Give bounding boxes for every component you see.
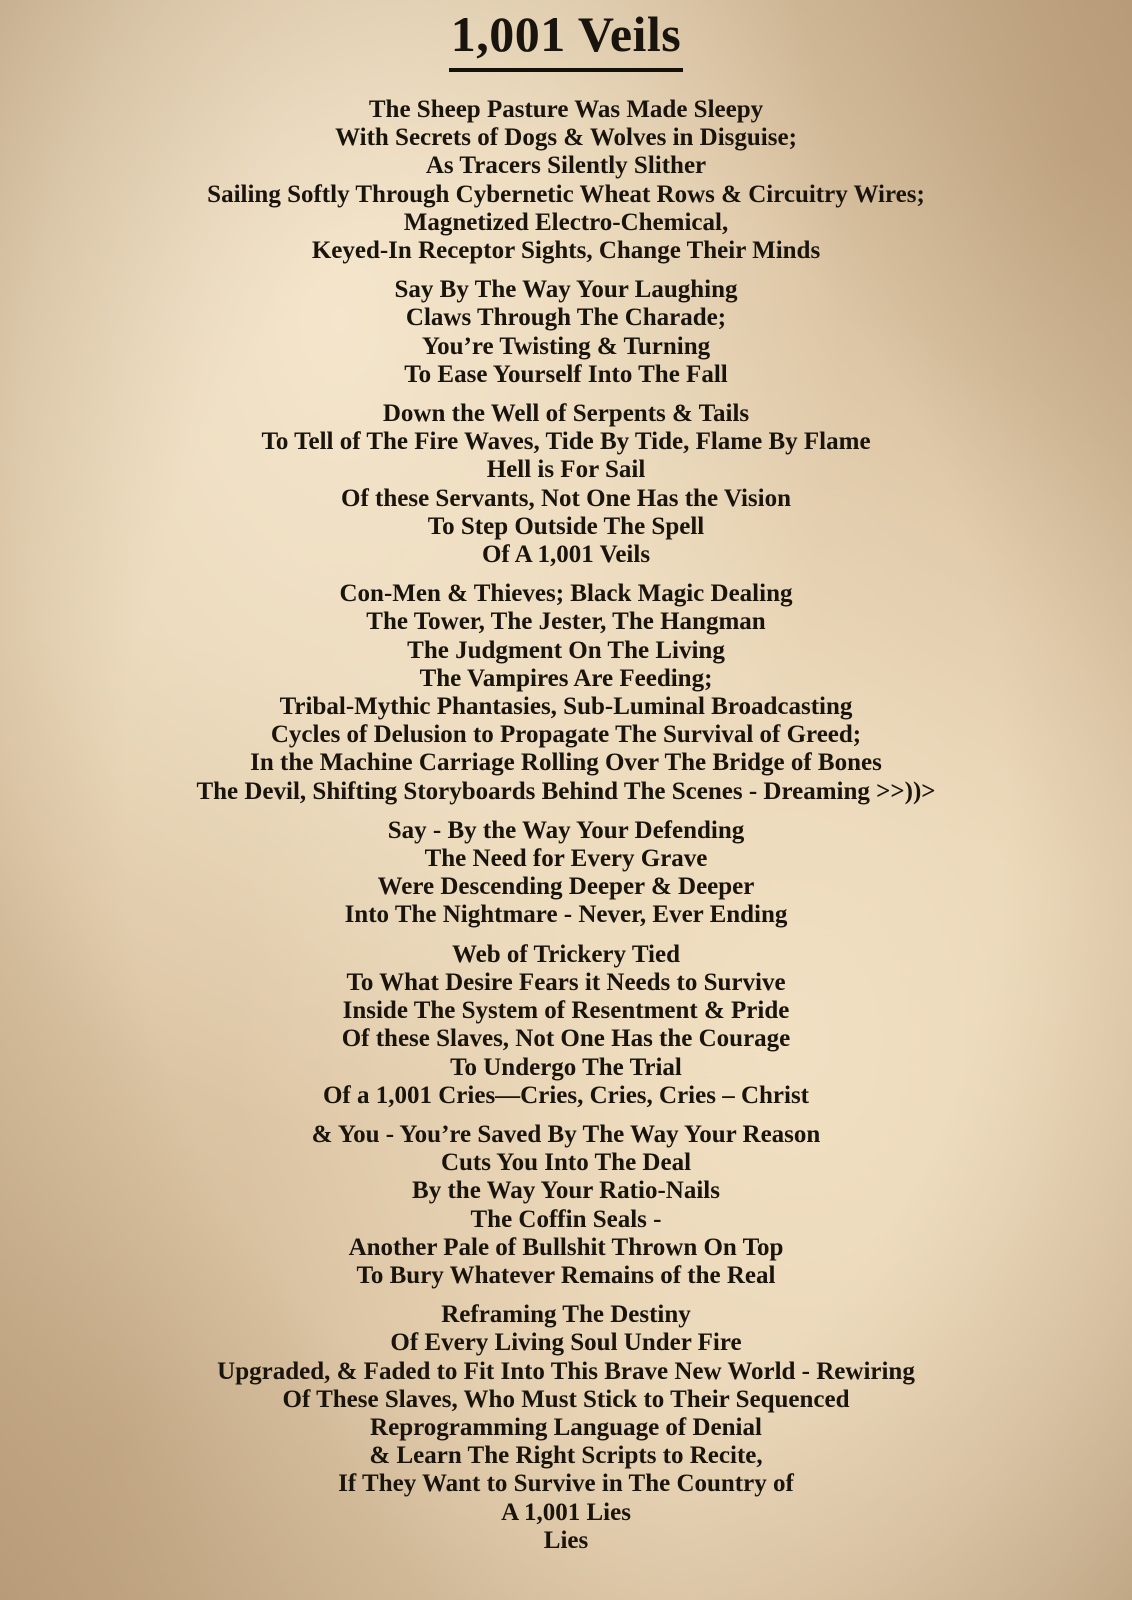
poem-line: The Vampires Are Feeding; [419, 664, 713, 692]
page-title: 1,001 Veils [449, 4, 684, 72]
poem-line: The Sheep Pasture Was Made Sleepy [368, 96, 764, 123]
poem-line: Cuts You Into The Deal [440, 1149, 692, 1177]
poem-line: Inside The System of Resentment & Pride [342, 997, 790, 1025]
poem-line: Another Pale of Bullshit Thrown On Top [348, 1233, 784, 1261]
poem-line: To Tell of The Fire Waves, Tide By Tide, Flame By Flame [261, 428, 871, 456]
stanza [0, 817, 1132, 930]
stanza [0, 1301, 1132, 1555]
stanza [0, 1121, 1132, 1290]
poem-line: In the Machine Carriage Rolling Over The Bridge of Bones [250, 749, 882, 777]
stanza [0, 941, 1132, 1110]
poem-line: Of a 1,001 Cries—Cries, Cries, Cries – Christ [322, 1081, 809, 1109]
poem-line: Were Descending Deeper & Deeper [377, 873, 755, 901]
poem-line: Keyed-In Receptor Sights, Change Their Minds [311, 237, 821, 265]
poem-line: Claws Through The Charade; [405, 304, 727, 332]
stanza [0, 96, 1132, 265]
poem-line: Hell is For Sail [486, 456, 646, 484]
poem-line: With Secrets of Dogs & Wolves in Disguise; [335, 124, 797, 152]
poem-line: Of A 1,001 Veils [481, 541, 651, 569]
poem-line: Of these Servants, Not One Has the Vision [341, 484, 791, 512]
poem-line: The Coffin Seals - [470, 1205, 662, 1233]
poem-line: Sailing Softly Through Cybernetic Wheat Rows & Circuitry Wires; [207, 180, 925, 208]
poem-line: The Need for Every Grave [424, 845, 708, 873]
poem-line: Lies [543, 1526, 589, 1554]
poem-line: If They Want to Survive in The Country of [338, 1470, 794, 1498]
poem-line: Say - By the Way Your Defending [387, 816, 745, 844]
poem-line: By the Way Your Ratio-Nails [412, 1177, 720, 1205]
poem-line: Reframing The Destiny [441, 1301, 691, 1329]
poem-line: To Step Outside The Spell [427, 512, 705, 540]
poem-line: To Ease Yourself Into The Fall [404, 360, 728, 388]
title-wrap [0, 4, 1132, 72]
poem-line: Reprogramming Language of Denial [370, 1413, 762, 1441]
poem-line: Web of Trickery Tied [451, 940, 680, 968]
poem-line: To Bury Whatever Remains of the Real [356, 1261, 776, 1289]
poem-line: Tribal-Mythic Phantasies, Sub-Luminal Broadcasting [279, 693, 853, 721]
stanza [0, 276, 1132, 389]
poem-line: The Tower, The Jester, The Hangman [366, 608, 766, 636]
poem-line: Of These Slaves, Who Must Stick to Their Sequenced [282, 1385, 850, 1413]
poem-line: Con-Men & Thieves; Black Magic Dealing [339, 580, 793, 608]
poem-line: Cycles of Delusion to Propagate The Survival of Greed; [270, 721, 862, 749]
poem-body [0, 96, 1132, 1555]
poem-line: A 1,001 Lies [501, 1498, 631, 1526]
stanza [0, 400, 1132, 569]
poem-line: Into The Nightmare - Never, Ever Ending [344, 901, 788, 929]
poem-line: Say By The Way Your Laughing [394, 276, 738, 304]
poem-line: Of Every Living Soul Under Fire [390, 1329, 742, 1357]
poem-line: Magnetized Electro-Chemical, [403, 208, 729, 236]
poem-line: The Judgment On The Living [407, 636, 725, 664]
poem-line: Upgraded, & Faded to Fit Into This Brave New World - Rewiring [217, 1357, 915, 1385]
stanza [0, 580, 1132, 806]
poem-line: & You - You’re Saved By The Way Your Reason [311, 1120, 821, 1148]
poem-line: Down the Well of Serpents & Tails [382, 400, 750, 428]
poem-line: To What Desire Fears it Needs to Survive [346, 968, 786, 996]
poem-line: As Tracers Silently Slither [425, 152, 707, 180]
poem-line: Of these Slaves, Not One Has the Courage [341, 1025, 791, 1053]
poem-line: To Undergo The Trial [450, 1053, 682, 1081]
poem-line: & Learn The Right Scripts to Recite, [369, 1442, 763, 1470]
poem-line: You’re Twisting & Turning [421, 332, 711, 360]
poem-line: The Devil, Shifting Storyboards Behind The Scenes - Dreaming >>))> [196, 777, 936, 805]
